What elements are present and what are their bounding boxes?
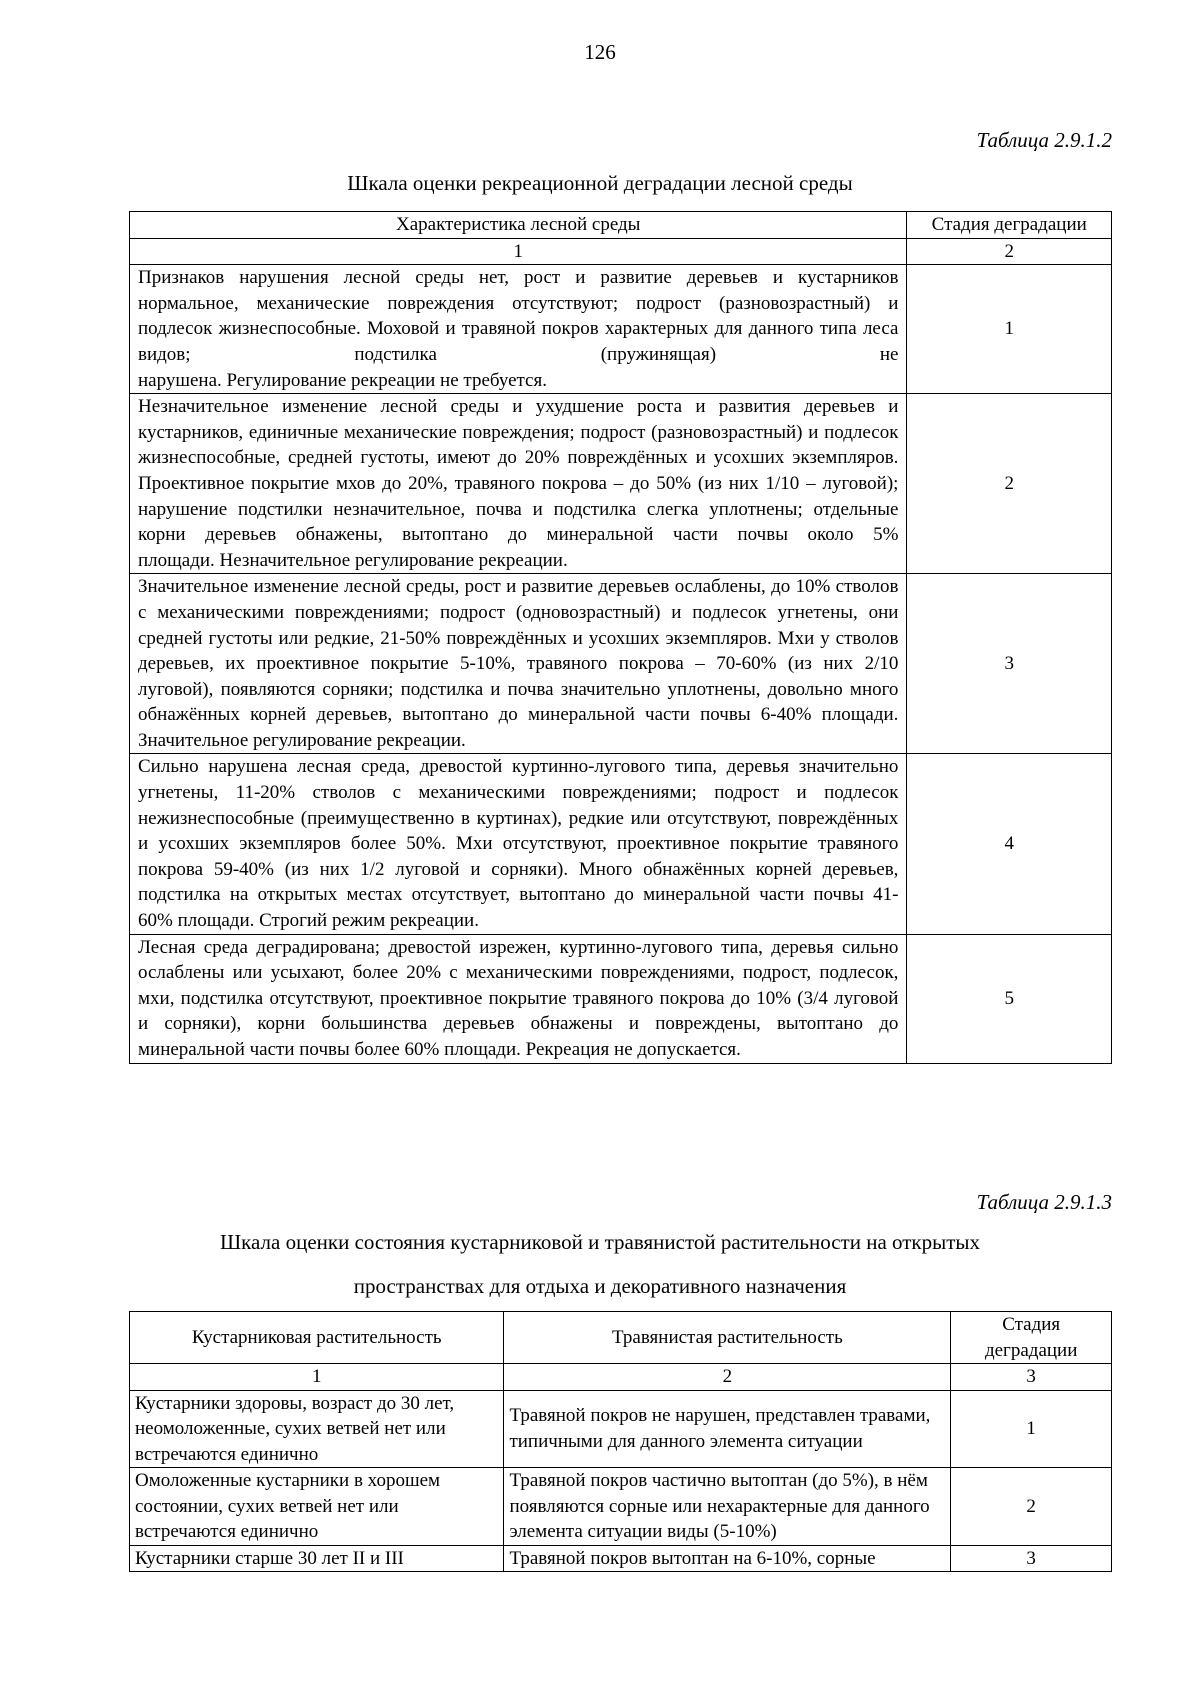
table-row <box>130 574 1112 754</box>
row-description: Лесная среда деградирована; древостой изрежен, куртинно-лугового типа, деревья сильно ослаблены или усыхают, более 20% с механическими повреждениями, подрост, подлесок, мхи, подстилка отсутствуют, проективное покрытие травяного покрова до 10% (3/4 луговой и сорняки), корни большинства деревьев обнажены и повреждены, вытоптано до минеральной части почвы более 60% площади. Рекреация не допускается. <box>130 934 907 1063</box>
table-row <box>130 1390 1112 1468</box>
header-stage: Стадия деградации <box>951 1312 1112 1364</box>
table-header-row <box>130 212 1112 239</box>
row-stage: 1 <box>907 265 1112 394</box>
row-stage: 2 <box>951 1468 1112 1546</box>
table-header-row <box>130 1312 1112 1364</box>
table-row <box>130 394 1112 574</box>
row-description: Незначительное изменение лесной среды и ухудшение роста и развития деревьев и кустарников, единичные механические повреждения; подрост (разновозрастный) и подлесок жизнеспособные, средней густоты, имеют до 20% повреждённых и усохших экземпляров. Проективное покрытие мхов до 20%, травяного покрова – до 50% (из них 1/10 – луговой); нарушение подстилки незначительное, почва и подстилка слегка уплотнены; отдельные корни деревьев обнажены, вытоптано до минеральной части почвы около 5% площади. Незначительное регулирование рекреации. <box>130 394 907 574</box>
row-stage: 4 <box>907 754 1112 934</box>
row-shrubs: Омоложенные кустарники в хорошем состоянии, сухих ветвей нет или встречаются единично <box>130 1468 504 1546</box>
row-stage: 5 <box>907 934 1112 1063</box>
vegetation-scale-table <box>129 1311 1112 1572</box>
column-number: 1 <box>130 1364 504 1391</box>
header-shrubs: Кустарниковая растительность <box>130 1312 504 1364</box>
column-number: 2 <box>907 238 1112 265</box>
row-stage: 3 <box>907 574 1112 754</box>
header-characteristic: Характеристика лесной среды <box>130 212 907 239</box>
header-stage: Стадия деградации <box>907 212 1112 239</box>
row-description: Признаков нарушения лесной среды нет, рост и развитие деревьев и кустарников нормальное, механические повреждения отсутствуют; подрост (разновозрастный) и подлесок жизнеспособные. Моховой и травяной покров характерных для данного типа леса видов; подстилка (пружинящая) не нарушена. Регулирование рекреации не требуется. <box>130 265 907 394</box>
column-number: 3 <box>951 1364 1112 1391</box>
row-grass: Травяной покров не нарушен, представлен травами, типичными для данного элемента ситуации <box>504 1390 951 1468</box>
table-2-title-line-2: пространствах для отдыха и декоративного назначения <box>353 1274 847 1298</box>
row-stage: 1 <box>951 1390 1112 1468</box>
column-number: 1 <box>130 238 907 265</box>
row-stage: 3 <box>951 1545 1112 1572</box>
row-shrubs: Кустарники старше 30 лет II и III <box>130 1545 504 1572</box>
page-number: 126 <box>584 40 616 64</box>
table-2-label: Таблица 2.9.1.3 <box>976 1190 1112 1214</box>
table-1-title: Шкала оценки рекреационной деградации лесной среды <box>347 171 853 195</box>
degradation-scale-table <box>129 211 1112 1064</box>
table-row <box>130 934 1112 1063</box>
table-row <box>130 265 1112 394</box>
row-description: Значительное изменение лесной среды, рост и развитие деревьев ослаблены, до 10% стволов с механическими повреждениями; подрост (одновозрастный) и подлесок угнетены, они средней густоты или редкие, 21-50% повреждённых и усохших экземпляров. Мхи у стволов деревьев, их проективное покрытие 5-10%, травяного покрова – 70-60% (из них 2/10 луговой), появляются сорняки; подстилка и почва значительно уплотнены, довольно много обнажённых корней деревьев, вытоптано до минеральной части почвы 6-40% площади. Значительное регулирование рекреации. <box>130 574 907 754</box>
row-grass: Травяной покров вытоптан на 6-10%, сорные <box>504 1545 951 1572</box>
column-number: 2 <box>504 1364 951 1391</box>
table-1-label: Таблица 2.9.1.2 <box>976 128 1112 152</box>
row-grass: Травяной покров частично вытоптан (до 5%), в нём появляются сорные или нехарактерные для данного элемента ситуации виды (5-10%) <box>504 1468 951 1546</box>
table-row <box>130 1468 1112 1546</box>
column-number-row <box>130 238 1112 265</box>
table-row <box>130 1545 1112 1572</box>
header-grass: Травянистая растительность <box>504 1312 951 1364</box>
row-stage: 2 <box>907 394 1112 574</box>
row-description: Сильно нарушена лесная среда, древостой куртинно-лугового типа, деревья значительно угнетены, 11-20% стволов с механическими повреждениями; подрост и подлесок нежизнеспособные (преимущественно в куртинах), редкие или отсутствуют, повреждённых и усохших экземпляров более 50%. Мхи отсутствуют, проективное покрытие травяного покрова 59-40% (из них 1/2 луговой и сорняки). Много обнажённых корней деревьев, подстилка на открытых местах отсутствует, вытоптано до минеральной части почвы 41- 60% площади. Строгий режим рекреации. <box>130 754 907 934</box>
column-number-row <box>130 1364 1112 1391</box>
table-2-title-line-1: Шкала оценки состояния кустарниковой и травянистой растительности на открытых <box>219 1230 981 1254</box>
table-row <box>130 754 1112 934</box>
row-shrubs: Кустарники здоровы, возраст до 30 лет, неомоложенные, сухих ветвей нет или встречаются единично <box>130 1390 504 1468</box>
